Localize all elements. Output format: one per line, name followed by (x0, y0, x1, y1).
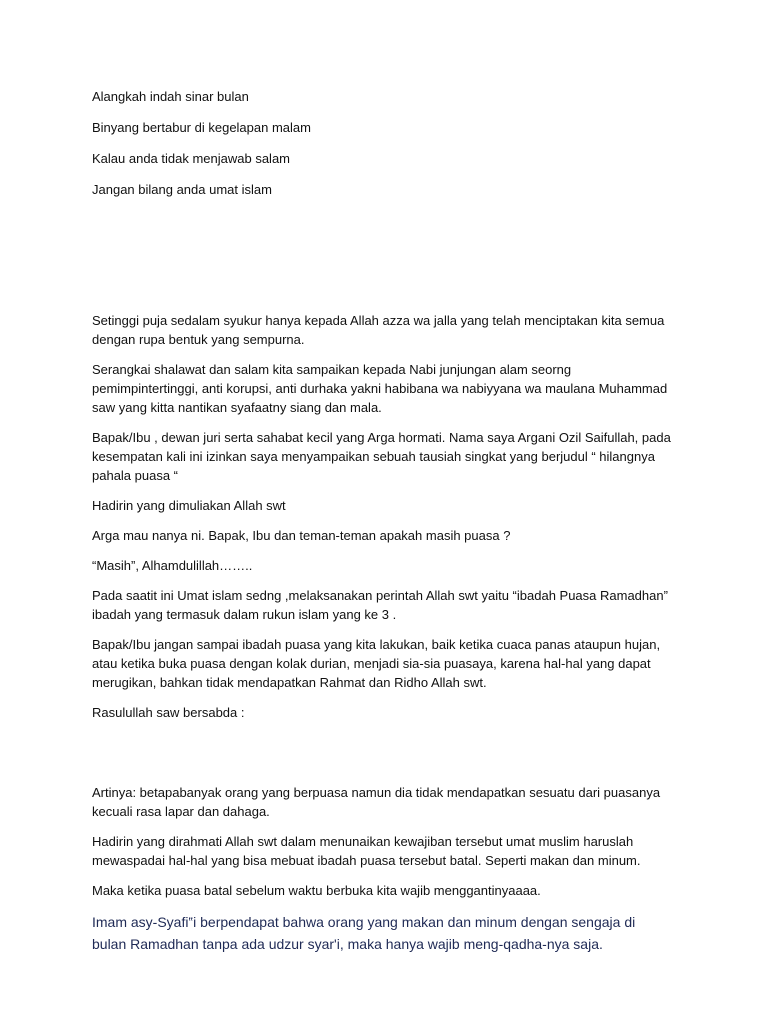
poem-line: Kalau anda tidak menjawab salam (92, 151, 291, 166)
paragraph-imam-syafii: Imam asy-Syafi‟i berpendapat bahwa orang yang makan dan minum dengan sengaja di bulan Ramadhan tanpa ada udzur syar'i, maka hanya wajib meng-qadha-nya saja. (92, 914, 636, 952)
paragraph-shalawat: Serangkai shalawat dan salam kita sampaikan kepada Nabi junjungan alam seorng pemimpintertinggi, anti korupsi, anti durhaka yakni habibana wa nabiyyana wa maulana Muhammad saw yang kitta nantikan syafaatny siang dan mala. (92, 362, 668, 415)
paragraph-introduction: Bapak/Ibu , dewan juri serta sahabat kecil yang Arga hormati. Nama saya Argani Ozil Saifullah, pada kesempatan kali ini izinkan saya menyampaikan sebuah tausiah singkat yang berjudul “ hilangnya pahala puasa “ (92, 430, 671, 483)
paragraph-greeting: Hadirin yang dimuliakan Allah swt (92, 498, 286, 513)
speech-body (92, 311, 688, 722)
speech-body-continued (92, 783, 688, 955)
paragraph-opening: Setinggi puja sedalam syukur hanya kepada Allah azza wa jalla yang telah menciptakan kita semua dengan rupa bentuk yang sempurna. (92, 313, 665, 347)
poem-line: Alangkah indah sinar bulan (92, 89, 249, 104)
poem-line: Jangan bilang anda umat islam (92, 182, 272, 197)
paragraph-question: Arga mau nanya ni. Bapak, Ibu dan teman-teman apakah masih puasa ? (92, 528, 511, 543)
blank-space (92, 211, 688, 311)
poem-block (92, 87, 688, 199)
paragraph-obligation: Maka ketika puasa batal sebelum waktu berbuka kita wajib menggantinyaaaa. (92, 883, 541, 898)
paragraph-hadith-intro: Rasulullah saw bersabda : (92, 705, 245, 720)
paragraph-caution: Hadirin yang dirahmati Allah swt dalam menunaikan kewajiban tersebut umat muslim haruslah mewaspadai hal-hal yang bisa mebuat ibadah puasa tersebut batal. Seperti makan dan minum. (92, 834, 641, 868)
paragraph-ramadhan: Pada saatit ini Umat islam sedng ,melaksanakan perintah Allah swt yaitu “ibadah Puasa Ramadhan” ibadah yang termasuk dalam rukun islam yang ke 3 . (92, 588, 668, 622)
paragraph-meaning: Artinya: betapabanyak orang yang berpuasa namun dia tidak mendapatkan sesuatu dari puasanya kecuali rasa lapar dan dahaga. (92, 785, 661, 819)
paragraph-answer: “Masih”, Alhamdulillah…….. (92, 558, 253, 573)
poem-line: Binyang bertabur di kegelapan malam (92, 120, 311, 135)
paragraph-warning: Bapak/Ibu jangan sampai ibadah puasa yang kita lakukan, baik ketika cuaca panas ataupun hujan, atau ketika buka puasa dengan kolak durian, menjadi sia-sia puasaya, karena hal-hal yang dapat merugikan, bahkan tidak mendapatkan Rahmat dan Ridho Allah swt. (92, 637, 661, 690)
blank-space (92, 733, 688, 783)
